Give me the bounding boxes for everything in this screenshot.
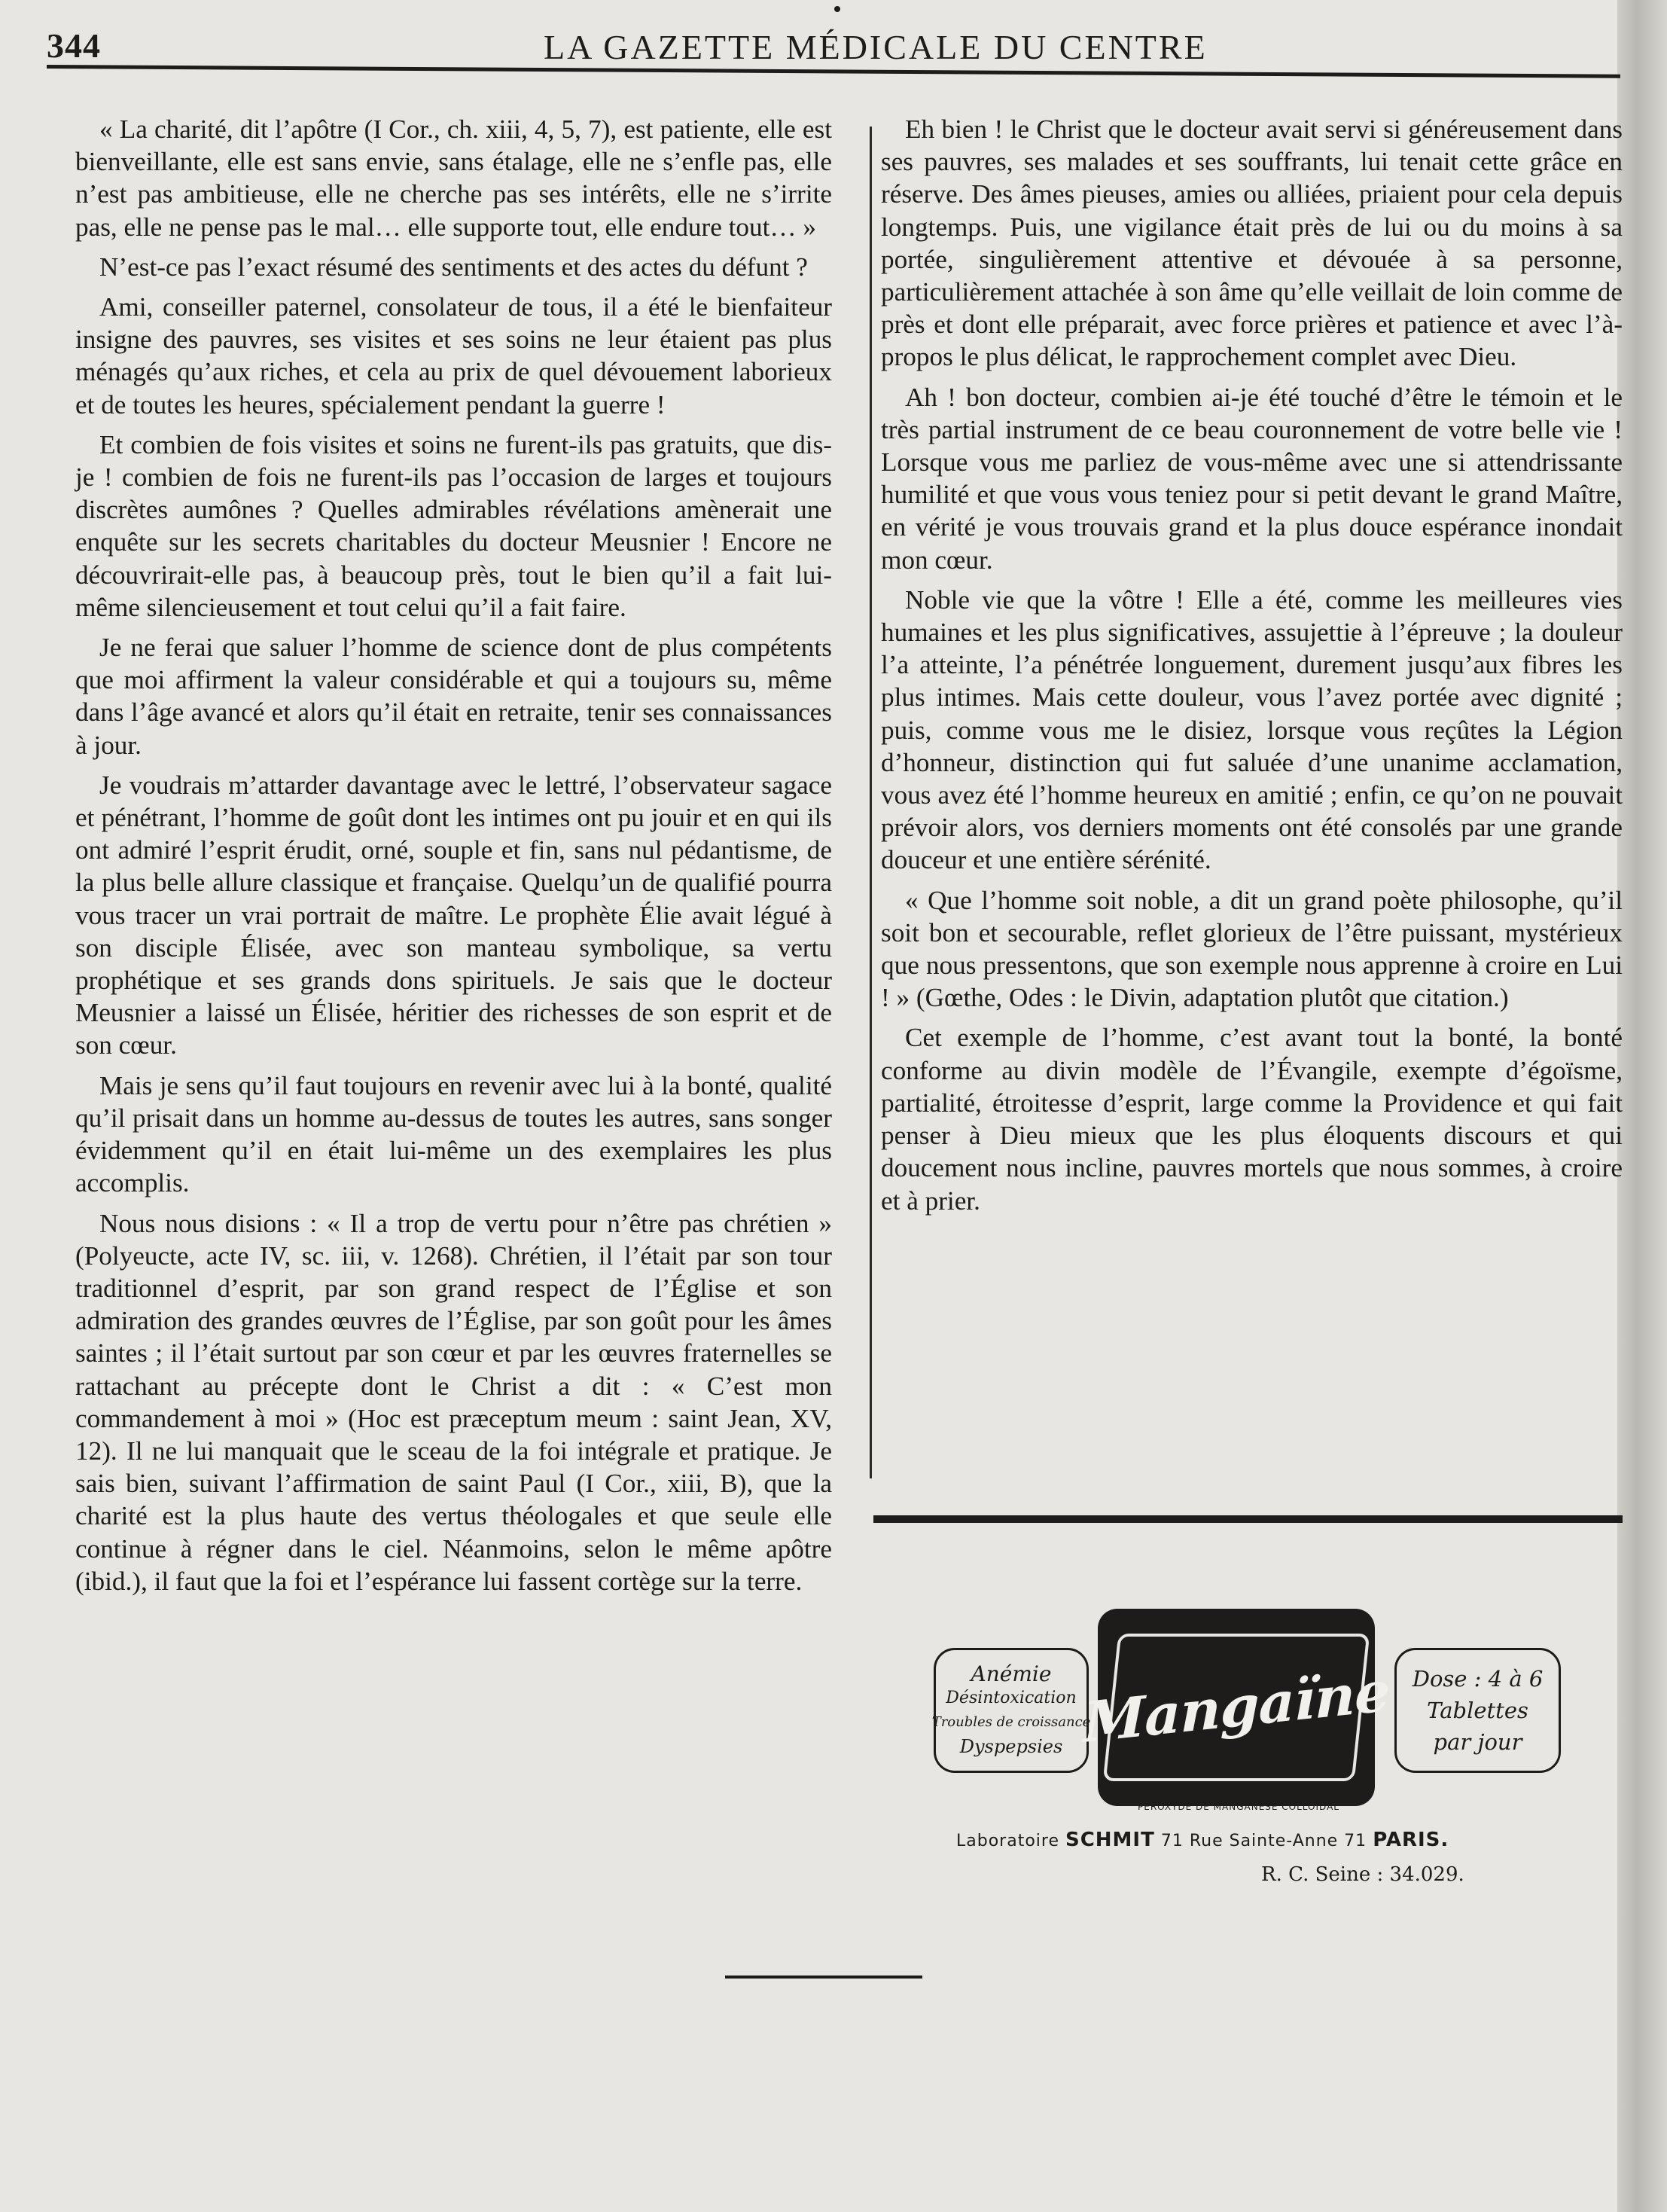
paragraph: Je ne ferai que saluer l’homme de science dont de plus compétents que moi affirment la valeur considérable et qui a toujours su, même dans l’âge avancé et alors qu’il était en retraite, tenir ses connaissances à jour.	[75, 633, 832, 760]
journal-title: LA GAZETTE MÉDICALE DU CENTRE	[544, 28, 1208, 66]
page-number: 344	[47, 26, 101, 65]
brand-logo-frame	[1083, 1634, 1390, 1781]
paragraph: « Que l’homme soit noble, a dit un grand poète philosophe, qu’il soit bon et secourable, reflet glorieux de l’être puissant, mystérieux que nous pressentons, que son exemple nous apprenne à croire en Lui ! » (Gœthe, Odes : le Divin, adaptation plutôt que citation.)	[881, 885, 1623, 1013]
left-column	[75, 113, 832, 1605]
brand-logo	[1083, 1609, 1390, 1806]
advertisement-rule	[873, 1515, 1623, 1523]
lab-name: SCHMIT	[1065, 1829, 1155, 1851]
header-dot	[834, 6, 840, 12]
paragraph: Cet exemple de l’homme, c’est avant tout la bonté, la bonté conforme au divin modèle de l’Évangile, exempte d’égoïsme, partialité, étroitesse d’esprit, large comme la Providence et qui fait penser à Dieu mieux que les plus éloquents discours et qui doucement nous incline, pauvres mortels que nous sommes, à croire et à prier.	[881, 1023, 1623, 1216]
paragraph: Nous nous disions : « Il a trop de vertu pour n’être pas chrétien » (Polyeucte, acte IV, sc. iii, v. 1268). Chrétien, il l’était par son tour traditionnel d’esprit, par son grand respect de l’Église et son admiration des grandes œuvres de l’Église, par son goût pour les âmes saintes ; il l’était surtout par son cœur et par les œuvres fraternelles se rattachant au précepte dont le Christ a dit : « C’est mon commandement à moi » (Hoc est præceptum meum : saint Jean, XV, 12). Il ne lui manquait que le sceau de la foi intégrale et pratique. Je sais bien, suivant l’affirmation de saint Paul (I Cor., xiii, B), que la charité est la plus haute des vertus théologales et que seule elle continue à régner dans le ciel. Néanmoins, selon le même apôtre (ibid.), il faut que la foi et l’espérance lui fassent cortège sur la terre.	[75, 1208, 832, 1596]
product-caption: PEROXYDE DE MANGANÈSE COLLOÏDAL	[1138, 1802, 1339, 1812]
trade-register: R. C. Seine : 34.029.	[1261, 1863, 1464, 1886]
dosage-line: Tablettes	[1427, 1698, 1528, 1723]
lab-prefix: Laboratoire	[956, 1832, 1059, 1850]
dosage-line: Dose : 4 à 6	[1412, 1666, 1544, 1692]
advertisement	[931, 1609, 1574, 1940]
dosage-box	[1394, 1648, 1561, 1773]
paragraph: Et combien de fois visites et soins ne furent-ils pas gratuits, que dis-je ! combien de fois ne furent-ils pas l’occasion de larges et toujours discrètes aumônes ? Quelles admirables révélations amènerait une enquête sur les secrets charitables du docteur Meusnier ! Encore ne découvrirait-elle pas, à beaucoup près, tout le bien qu’il a fait lui-même silencieusement et tout celui qu’il a fait faire.	[75, 429, 832, 622]
lab-city: PARIS.	[1373, 1829, 1449, 1851]
paragraph: Eh bien ! le Christ que le docteur avait servi si généreusement dans ses pauvres, ses malades et ses souffrants, lui tenait cette grâce en réserve. Des âmes pieuses, amies ou alliées, priaient pour cela depuis longtemps. Puis, une vigilance était près de lui ou du moins à sa portée, singulièrement attentive et dévouée à sa personne, particulièrement attachée à son âme qu’elle veillait de loin comme de près et dont elle préparait, avec force prières et patience et avec l’à-propos le plus délicat, le rapprochement complet avec Dieu.	[881, 114, 1623, 372]
paragraph: « La charité, dit l’apôtre (I Cor., ch. xiii, 4, 5, 7), est patiente, elle est bienveillante, elle est sans envie, sans étalage, elle ne s’enfle pas, elle n’est pas ambitieuse, elle ne cherche pas ses intérêts, elle ne s’irrite pas, elle ne pense pas le mal… elle supporte tout, elle endure tout… »	[75, 114, 832, 242]
indication-item: Dyspepsies	[959, 1736, 1063, 1757]
paragraph: Noble vie que la vôtre ! Elle a été, comme les meilleures vies humaines et les plus significatives, assujettie à l’épreuve ; la douleur l’a atteinte, l’a pénétrée longuement, durement jusqu’aux fibres les plus intimes. Mais cette douleur, vous l’avez portée avec dignité ; puis, comme vous me le disiez, lorsque vous reçûtes la Légion d’honneur, distinction qui fut saluée d’une unanime acclamation, vous avez été l’homme heureux en amitié ; enfin, ce qu’on ne pouvait prévoir alors, vos derniers moments ont été consolés par une grande douceur et une entière sérénité.	[881, 584, 1623, 875]
indications-box	[931, 1648, 1091, 1773]
paragraph: N’est-ce pas l’exact résumé des sentiments et des actes du défunt ?	[99, 252, 808, 282]
indication-item: Anémie	[971, 1661, 1052, 1686]
page-fold-margin	[1617, 0, 1667, 2212]
paragraph: Ami, conseiller paternel, consolateur de tous, il a été le bienfaiteur insigne des pauvres, ses visites et ses soins ne leur étaient pas plus ménagés qu’aux riches, et cela au prix de quel dévouement laborieux et de toutes les heures, spécialement pendant la guerre !	[75, 292, 832, 420]
dosage-line: par jour	[1433, 1729, 1522, 1755]
indication-item: Troubles de croissance	[931, 1714, 1091, 1730]
lab-address: 71 Rue Sainte-Anne 71	[1160, 1832, 1367, 1850]
indication-item: Désintoxication	[946, 1689, 1077, 1707]
paragraph: Je voudrais m’attarder davantage avec le lettré, l’observateur sagace et pénétrant, l’homme de goût dont les intimes ont pu jouir et en qui ils ont admiré l’esprit érudit, orné, souple et fin, sans nul pédantisme, de la plus belle allure classique et française. Quelqu’un de qualifié pourra vous tracer un vrai portrait de maître. Le prophète Élie avait légué à son disciple Élisée, avec son manteau symbolique, sa vertu prophétique et ses grands dons spirituels. Je sais que le docteur Meusnier a laissé un Élisée, héritier des richesses de son esprit et de son cœur.	[75, 770, 832, 1060]
paragraph: Mais je sens qu’il faut toujours en revenir avec lui à la bonté, qualité qu’il prisait dans un homme au-dessus de toutes les autres, sans songer évidemment qu’il en était lui-même un des exemplaires les plus accomplis.	[75, 1070, 832, 1198]
column-divider	[870, 127, 872, 1478]
brand-name: Mangaïne	[1083, 1659, 1390, 1756]
paragraph: Ah ! bon docteur, combien ai-je été touché d’être le témoin et le très partial instrument de ce beau couronnement de votre belle vie ! Lorsque vous me parliez de vous-même avec une si attendrissante humilité et que vous vous teniez pour si petit devant le grand Maître, en vérité je vous trouvais grand et la plus douce espérance inondait mon cœur.	[881, 382, 1623, 575]
right-column	[881, 113, 1623, 1225]
bottom-rule	[725, 1976, 922, 1979]
laboratory-line	[956, 1829, 1559, 1851]
